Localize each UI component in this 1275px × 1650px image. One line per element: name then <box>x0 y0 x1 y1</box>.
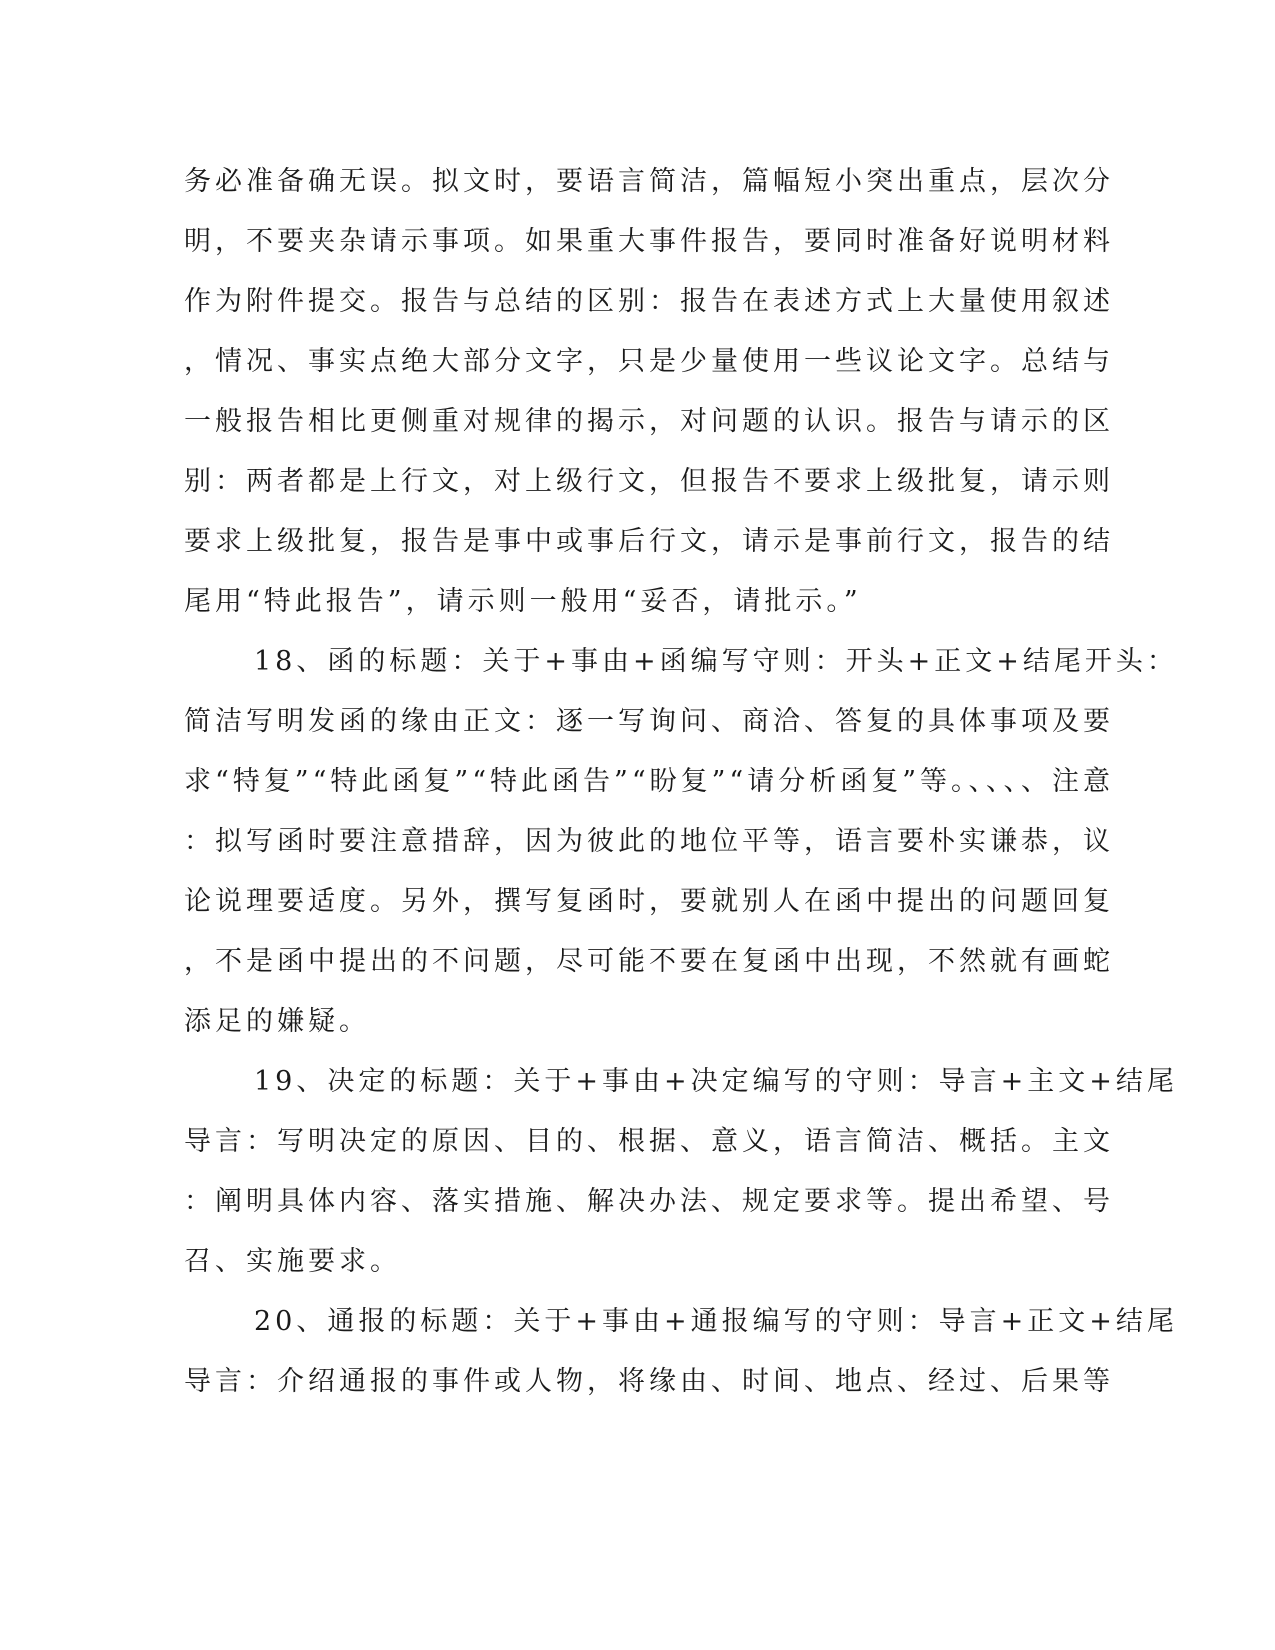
text-line: 别：两者都是上行文，对上级行文，但报告不要求上级批复，请示则 <box>184 466 1114 497</box>
text-line: 添足的嫌疑。 <box>184 1006 370 1037</box>
paragraph-20-start: 20、通报的标题：关于+事由+通报编写的守则：导言+正文+结尾 <box>254 1306 1178 1337</box>
text-line: 导言：介绍通报的事件或人物，将缘由、时间、地点、经过、后果等 <box>184 1366 1114 1397</box>
text-line: ，情况、事实点绝大部分文字，只是少量使用一些议论文字。总结与 <box>184 346 1114 377</box>
text-line: 论说理要适度。另外，撰写复函时，要就别人在函中提出的问题回复 <box>184 886 1114 917</box>
paragraph-18-start: 18、函的标题：关于+事由+函编写守则：开头+正文+结尾开头： <box>254 646 1178 677</box>
text-line: 导言：写明决定的原因、目的、根据、意义，语言简洁、概括。主文 <box>184 1126 1114 1157</box>
text-line: 明，不要夹杂请示事项。如果重大事件报告，要同时准备好说明材料 <box>184 226 1114 257</box>
text-line: 要求上级批复，报告是事中或事后行文，请示是事前行文，报告的结 <box>184 526 1114 557</box>
paragraph-19-start: 19、决定的标题：关于+事由+决定编写的守则：导言+主文+结尾 <box>254 1066 1178 1097</box>
text-line: 简洁写明发函的缘由正文：逐一写询问、商洽、答复的具体事项及要 <box>184 706 1114 737</box>
text-line: 求“特复”“特此函复”“特此函告”“盼复”“请分析函复”等。、、、、注意 <box>184 766 1115 797</box>
text-line: 作为附件提交。报告与总结的区别：报告在表述方式上大量使用叙述 <box>184 286 1114 317</box>
text-line: 尾用“特此报告”，请示则一般用“妥否，请批示。” <box>184 586 862 617</box>
text-line: ：阐明具体内容、落实措施、解决办法、规定要求等。提出希望、号 <box>184 1186 1114 1217</box>
text-line: 务必准备确无误。拟文时，要语言简洁，篇幅短小突出重点，层次分 <box>184 166 1114 197</box>
text-line: ，不是函中提出的不问题，尽可能不要在复函中出现，不然就有画蛇 <box>184 946 1114 977</box>
body-text <box>184 152 1178 1412</box>
text-line: ：拟写函时要注意措辞，因为彼此的地位平等，语言要朴实谦恭，议 <box>184 826 1114 857</box>
text-line: 召、实施要求。 <box>184 1246 401 1277</box>
text-line: 一般报告相比更侧重对规律的揭示，对问题的认识。报告与请示的区 <box>184 406 1114 437</box>
